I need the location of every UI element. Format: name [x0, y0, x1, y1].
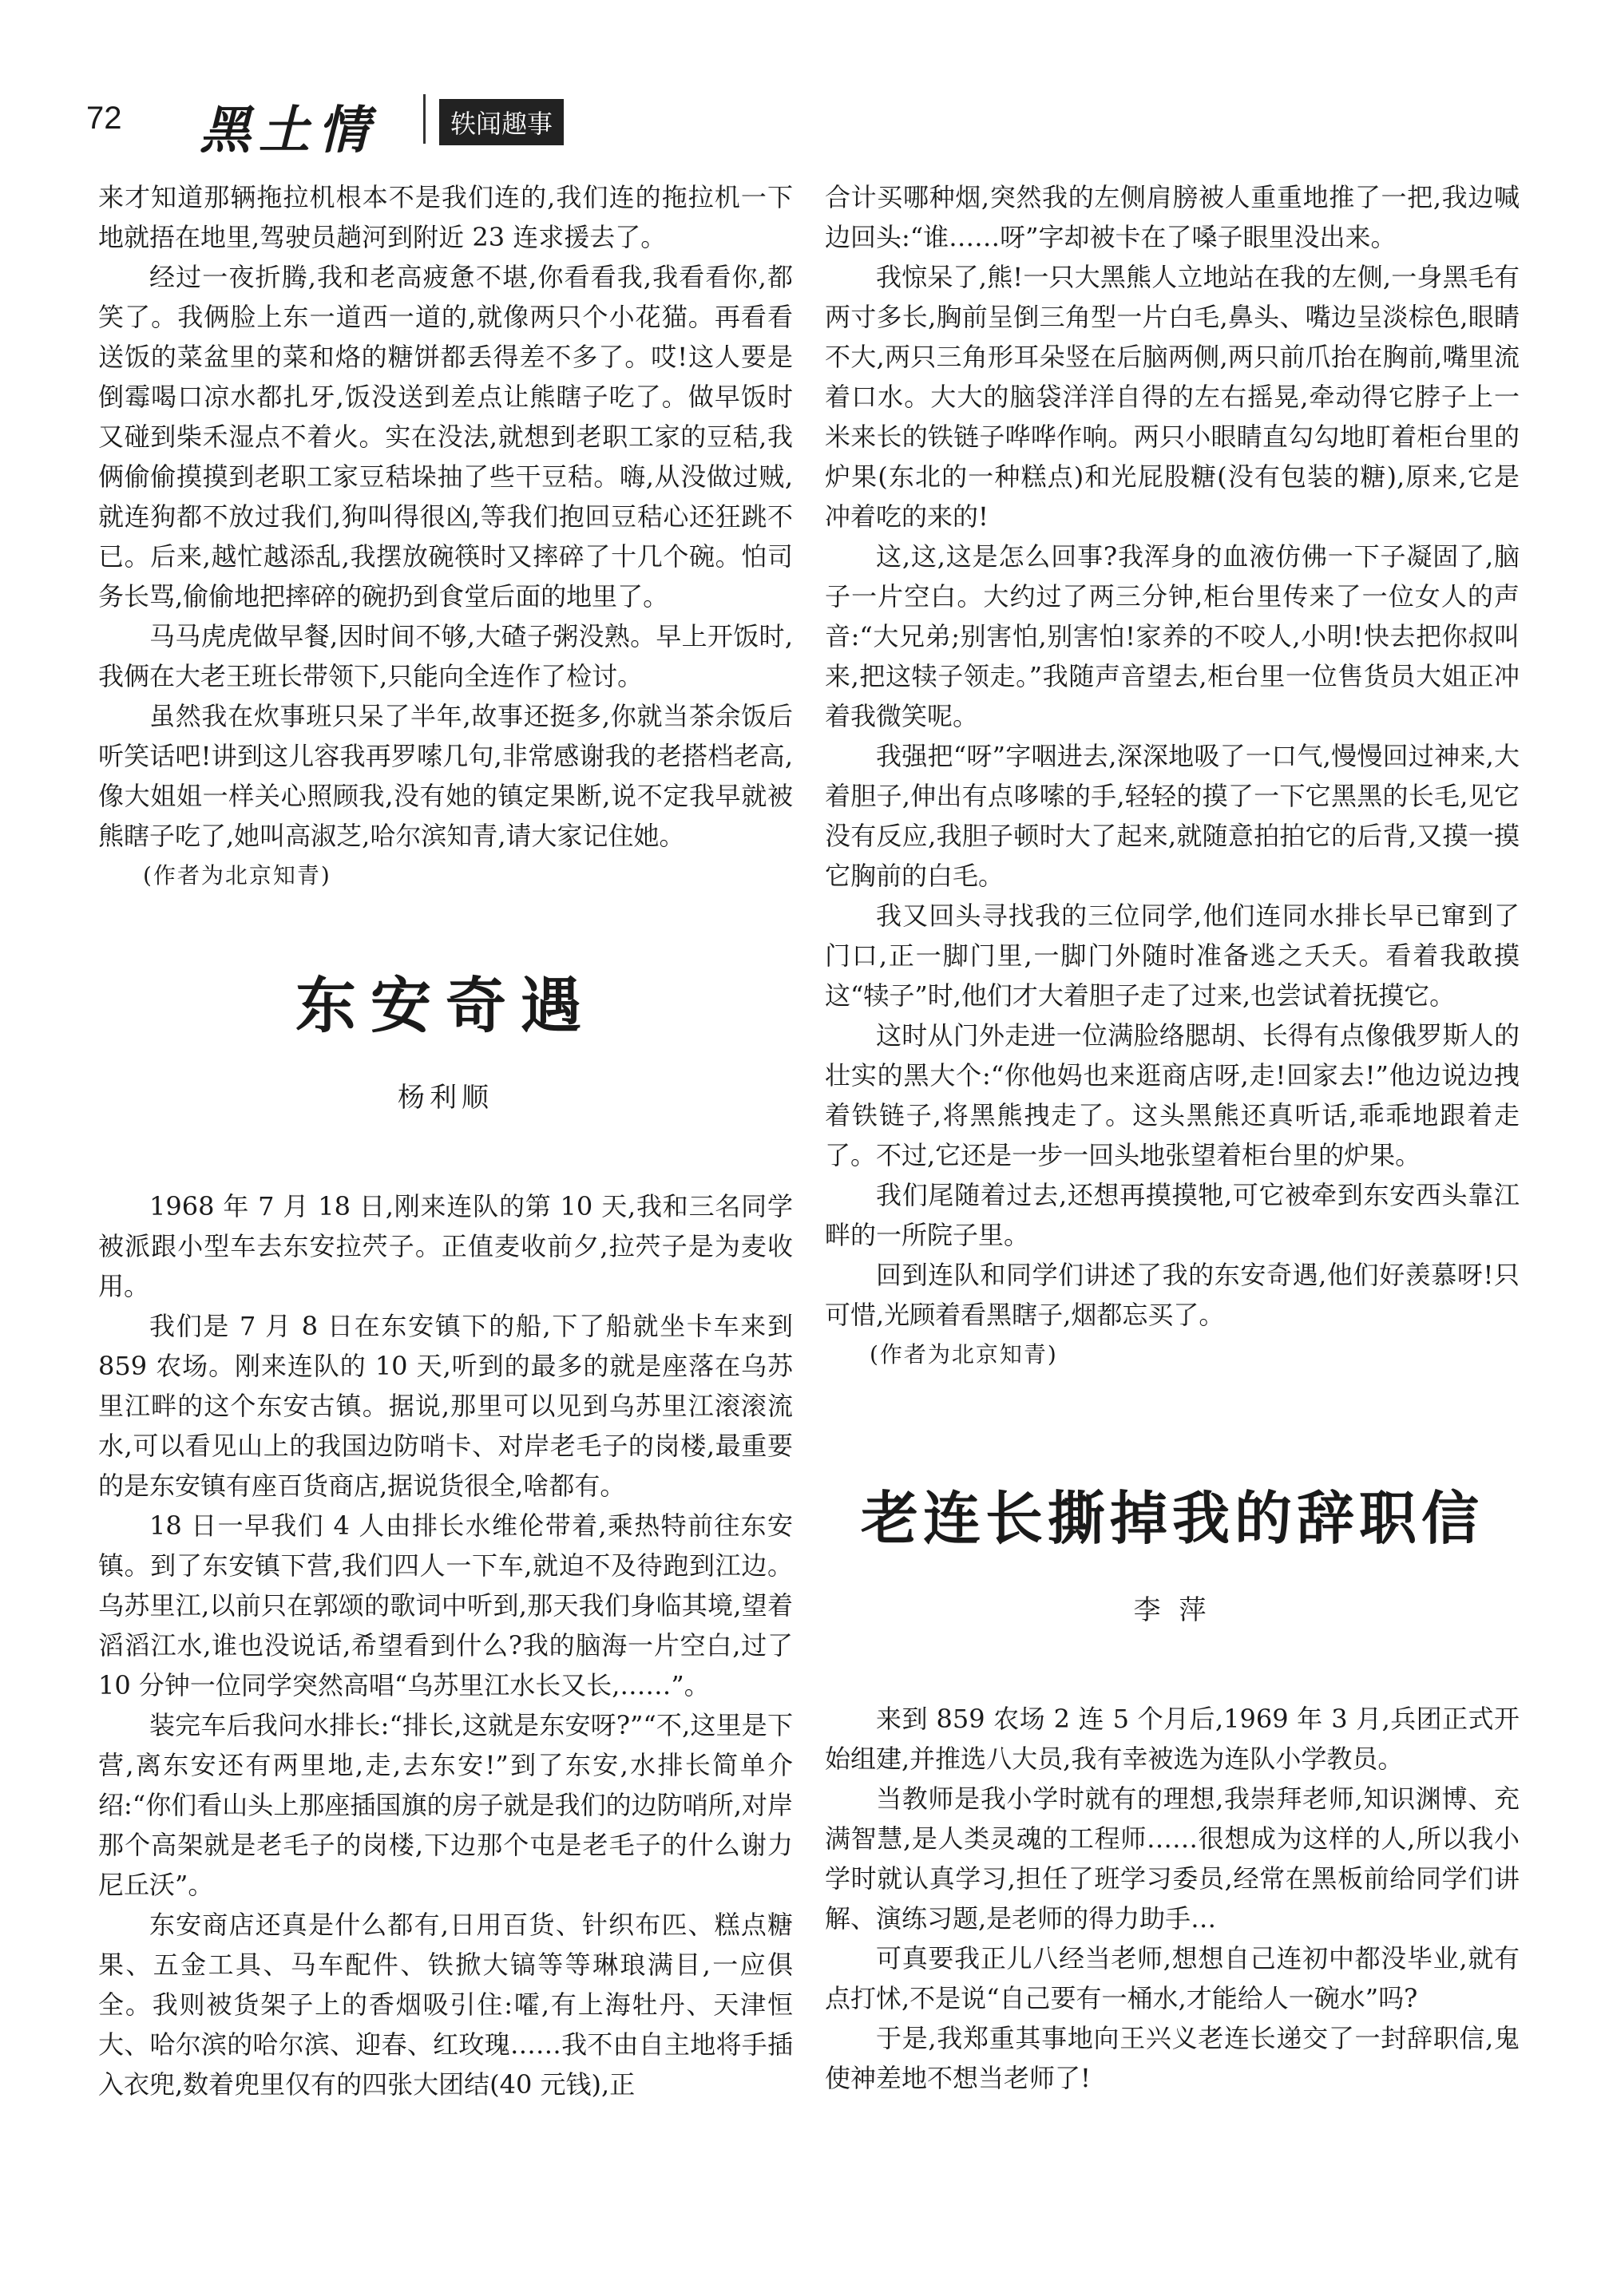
- article-paragraph: 这时从门外走进一位满脸络腮胡、长得有点像俄罗斯人的壮实的黑大个:“你他妈也来逛商店呀,走!回家去!”他边说边拽着铁链子,将黑熊拽走了。这头黑熊还真听话,乖乖地跟着走了。不过,它还是一步一回头地张望着柜台里的炉果。: [825, 1020, 1520, 1170]
- left-column: [98, 177, 793, 2104]
- article-title: 东安奇遇: [295, 970, 596, 1041]
- article2-paragraph: 当教师是我小学时就有的理想,我崇拜老师,知识渊博、充满智慧,是人类灵魂的工程师……很想成为这样的人,所以我小学时就认真学习,担任了班学习委员,经常在黑板前给同学们讲解、演练习题,是老师的得力助手…: [825, 1783, 1520, 1934]
- prev-article-paragraph: 经过一夜折腾,我和老高疲惫不堪,你看看我,我看看你,都笑了。我俩脸上东一道西一道的,就像两只个小花猫。再看看送饭的菜盆里的菜和烙的糖饼都丢得差不多了。哎!这人要是倒霉喝口凉水都扎牙,饭没送到差点让熊瞎子吃了。做早饭时又碰到柴禾湿点不着火。实在没法,就想到老职工家的豆秸,我俩偷偷摸摸到老职工家豆秸垛抽了些干豆秸。嗨,从没做过贼,就连狗都不放过我们,狗叫得很凶,等我们抱回豆秸心还狂跳不已。后来,越忙越添乱,我摆放碗筷时又摔碎了十几个碗。怕司务长骂,偷偷地把摔碎的碗扔到食堂后面的地里了。: [98, 262, 793, 612]
- article2-title: 老连长撕掉我的辞职信: [860, 1484, 1484, 1552]
- article2-paragraph: 于是,我郑重其事地向王兴义老连长递交了一封辞职信,鬼使神差地不想当老师了!: [825, 2023, 1520, 2093]
- header-divider: [423, 94, 426, 144]
- article2-paragraph: 来到 859 农场 2 连 5 个月后,1969 年 3 月,兵团正式开始组建,并推选八大员,我有幸被选为连队小学教员。: [825, 1704, 1520, 1774]
- article-paragraph: 18 日一早我们 4 人由排长水维伦带着,乘热特前往东安镇。到了东安镇下营,我们四人一下车,就迫不及待跑到江边。乌苏里江,以前只在郭颂的歌词中听到,那天我们身临其境,望着滔滔江水,谁也没说话,希望看到什么?我的脑海一片空白,过了 10 分钟一位同学突然高唱“乌苏里江水长又长,……”。: [98, 1510, 793, 1700]
- article-paragraph: 合计买哪种烟,突然我的左侧肩膀被人重重地推了一把,我边喊边回头:“谁……呀”字却被卡在了嗓子眼里没出来。: [825, 182, 1520, 252]
- article-paragraph: 装完车后我问水排长:“排长,这就是东安呀?”“不,这里是下营,离东安还有两里地,走,去东安!”到了东安,水排长简单介绍:“你们看山头上那座插国旗的房子就是我们的边防哨所,对岸那个高架就是老毛子的岗楼,下边那个屯是老毛子的什么谢力尼丘沃”。: [98, 1710, 793, 1900]
- article2-paragraph: 可真要我正儿八经当老师,想想自己连初中都没毕业,就有点打怵,不是说“自己要有一桶水,才能给人一碗水”吗?: [825, 1943, 1520, 2013]
- article2-author: 李 萍: [1133, 1594, 1211, 1626]
- article-paragraph: 我惊呆了,熊!一只大黑熊人立地站在我的左侧,一身黑毛有两寸多长,胸前呈倒三角型一片白毛,鼻头、嘴边呈淡棕色,眼睛不大,两只三角形耳朵竖在后脑两侧,两只前爪抬在胸前,嘴里流着口水。大大的脑袋洋洋自得的左右摇晃,牵动得它脖子上一米来长的铁链子哗哗作响。两只小眼睛直勾勾地盯着柜台里的炉果(东北的一种糕点)和光屁股糖(没有包装的糖),原来,它是冲着吃的来的!: [825, 262, 1520, 532]
- magazine-logo: 黑土情: [200, 101, 377, 160]
- article-paragraph: 回到连队和同学们讲述了我的东安奇遇,他们好羡慕呀!只可惜,光顾着看黑瞎子,烟都忘买了。: [825, 1260, 1520, 1330]
- prev-article-paragraph: 马马虎虎做早餐,因时间不够,大碴子粥没熟。早上开饭时,我俩在大老王班长带领下,只能向全连作了检讨。: [98, 621, 793, 691]
- article-paragraph: 我们尾随着过去,还想再摸摸牠,可它被牵到东安西头靠江畔的一所院子里。: [825, 1180, 1520, 1250]
- author-note: (作者为北京知青): [143, 862, 331, 889]
- article-paragraph: 1968 年 7 月 18 日,刚来连队的第 10 天,我和三名同学被派跟小型车去东安拉茓子。正值麦收前夕,拉茓子是为麦收用。: [98, 1191, 793, 1301]
- article-paragraph: 我又回头寻找我的三位同学,他们连同水排长早已窜到了门口,正一脚门里,一脚门外随时准备逃之夭夭。看着我敢摸这“犊子”时,他们才大着胆子走了过来,也尝试着抚摸它。: [825, 901, 1520, 1011]
- prev-article-paragraph: 来才知道那辆拖拉机根本不是我们连的,我们连的拖拉机一下地就捂在地里,驾驶员趟河到附近 23 连求援去了。: [98, 182, 793, 252]
- column-tag: 轶闻趣事: [439, 99, 564, 145]
- article-author: 杨利顺: [398, 1082, 493, 1114]
- article-paragraph: 我们是 7 月 8 日在东安镇下的船,下了船就坐卡车来到 859 农场。刚来连队的 10 天,听到的最多的就是座落在乌苏里江畔的这个东安古镇。据说,那里可以见到乌苏里江滚滚流水,可以看见山上的我国边防哨卡、对岸老毛子的岗楼,最重要的是东安镇有座百货商店,据说货很全,啥都有。: [98, 1311, 793, 1501]
- page-number: 72: [86, 101, 122, 136]
- prev-article-paragraph: 虽然我在炊事班只呆了半年,故事还挺多,你就当茶余饭后听笑话吧!讲到这儿容我再罗嗦几句,非常感谢我的老搭档老高,像大姐姐一样关心照顾我,没有她的镇定果断,说不定我早就被熊瞎子吃了,她叫高淑芝,哈尔滨知青,请大家记住她。: [98, 701, 793, 851]
- article-paragraph: 这,这,这是怎么回事?我浑身的血液仿佛一下子凝固了,脑子一片空白。大约过了两三分钟,柜台里传来了一位女人的声音:“大兄弟;别害怕,别害怕!家养的不咬人,小明!快去把你叔叫来,把这犊子领走。”我随声音望去,柜台里一位售货员大姐正冲着我微笑呢。: [825, 541, 1520, 731]
- article-paragraph: 我强把“呀”字咽进去,深深地吸了一口气,慢慢回过神来,大着胆子,伸出有点哆嗦的手,轻轻的摸了一下它黑黑的长毛,见它没有反应,我胆子顿时大了起来,就随意拍拍它的后背,又摸一摸它胸前的白毛。: [825, 741, 1520, 891]
- author-note: (作者为北京知青): [870, 1341, 1058, 1368]
- article-paragraph: 东安商店还真是什么都有,日用百货、针织布匹、糕点糖果、五金工具、马车配件、铁掀大镐等等琳琅满目,一应俱全。我则被货架子上的香烟吸引住:嚯,有上海牡丹、天津恒大、哈尔滨的哈尔滨、迎春、红玫瑰……我不由自主地将手插入衣兜,数着兜里仅有的四张大团结(40 元钱),正: [98, 1910, 793, 2100]
- right-column: [825, 177, 1520, 2098]
- page-header: [80, 86, 1533, 160]
